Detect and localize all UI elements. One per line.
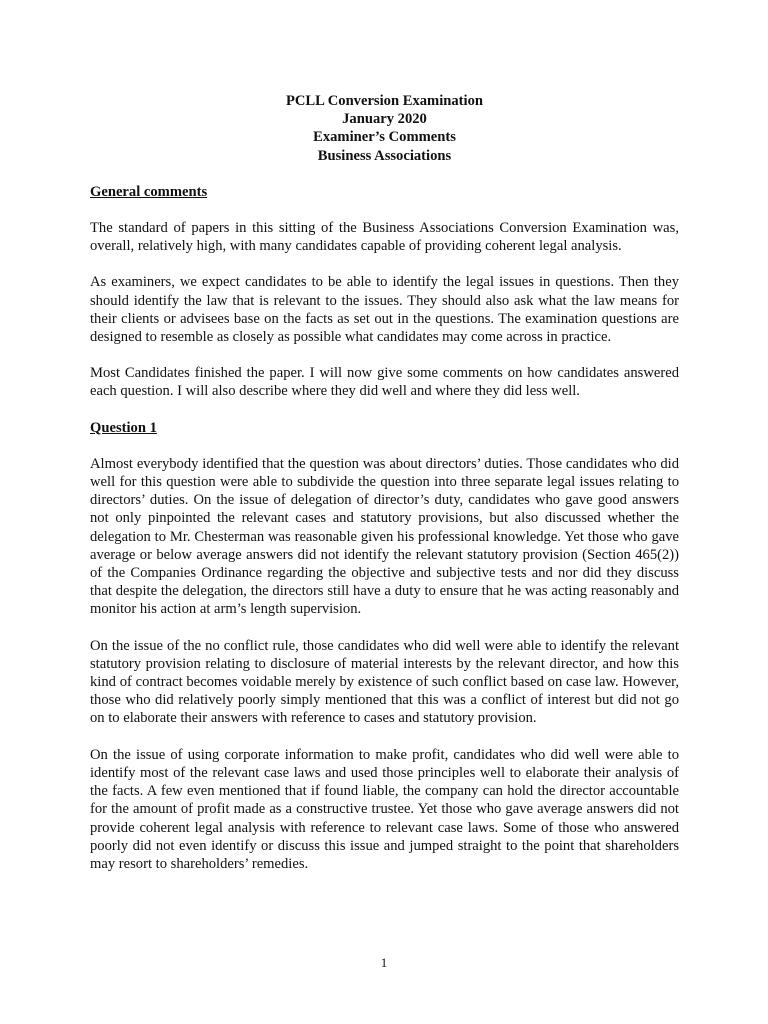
title-block bbox=[90, 92, 679, 165]
title-comments: Examiner’s Comments bbox=[313, 129, 456, 146]
question-1-paragraph-2: On the issue of the no conflict rule, those candidates who did well were able to identify the relevant statutory provision relating to disclosure of material interests by the relevant director, and how this kind of contract becomes voidable merely by existence of such conflict based on case law. However, those who did relatively poorly simply mentioned that this was a conflict of interest but did not go on to elaborate their answers with reference to cases and statutory provision. bbox=[90, 637, 679, 727]
question-1-heading: Question 1 bbox=[90, 419, 157, 436]
title-subject: Business Associations bbox=[317, 147, 452, 164]
general-paragraph-1: The standard of papers in this sitting of the Business Associations Conversion Examination was, overall, relatively high, with many candidates capable of providing coherent legal analysis. bbox=[90, 220, 679, 255]
question-1-paragraph-3: On the issue of using corporate information to make profit, candidates who did well were able to identify most of the relevant case laws and used those principles well to elaborate their analysis of the facts. A few even mentioned that if found liable, the company can hold the director accountable for the amount of profit made as a constructive trustee. Yet those who gave average answers did not provide coherent legal analysis with reference to relevant case laws. Some of those who answered poorly did not even identify or discuss this issue and jumped straight to the point that shareholders may resort to shareholders’ remedies. bbox=[90, 746, 679, 872]
question-1-paragraph-1: Almost everybody identified that the question was about directors’ duties. Those candidates who did well for this question were able to subdivide the question into three separate legal issues relating to directors’ duties. On the issue of delegation of director’s duty, candidates who gave good answers not only pinpointed the relevant cases and statutory provisions, but also discussed whether the delegation to Mr. Chesterman was reasonable given his professional knowledge. Yet those who gave average or below average answers did not identify the relevant statutory provision (Section 465(2)) of the Companies Ordinance regarding the objective and subjective tests and nor did they discuss that despite the delegation, the directors still have a duty to ensure that he was acting reasonably and monitor his action at arm’s length supervision. bbox=[90, 455, 679, 618]
title-exam-name: PCLL Conversion Examination bbox=[285, 93, 484, 109]
general-paragraph-2: As examiners, we expect candidates to be able to identify the legal issues in questions. Then they should identify the law that is relevant to the issues. They should also ask what the law means for their clients or advisees base on the facts as set out in the questions. The examination questions are designed to resemble as closely as possible what candidates may come across in practice. bbox=[90, 274, 679, 346]
page-number: 1 bbox=[380, 955, 388, 970]
document-page bbox=[90, 92, 679, 873]
title-date: January 2020 bbox=[342, 111, 427, 128]
general-paragraph-3: Most Candidates finished the paper. I will now give some comments on how candidates answered each question. I will also describe where they did well and where they did less well. bbox=[90, 365, 679, 400]
general-comments-heading: General comments bbox=[90, 183, 208, 200]
